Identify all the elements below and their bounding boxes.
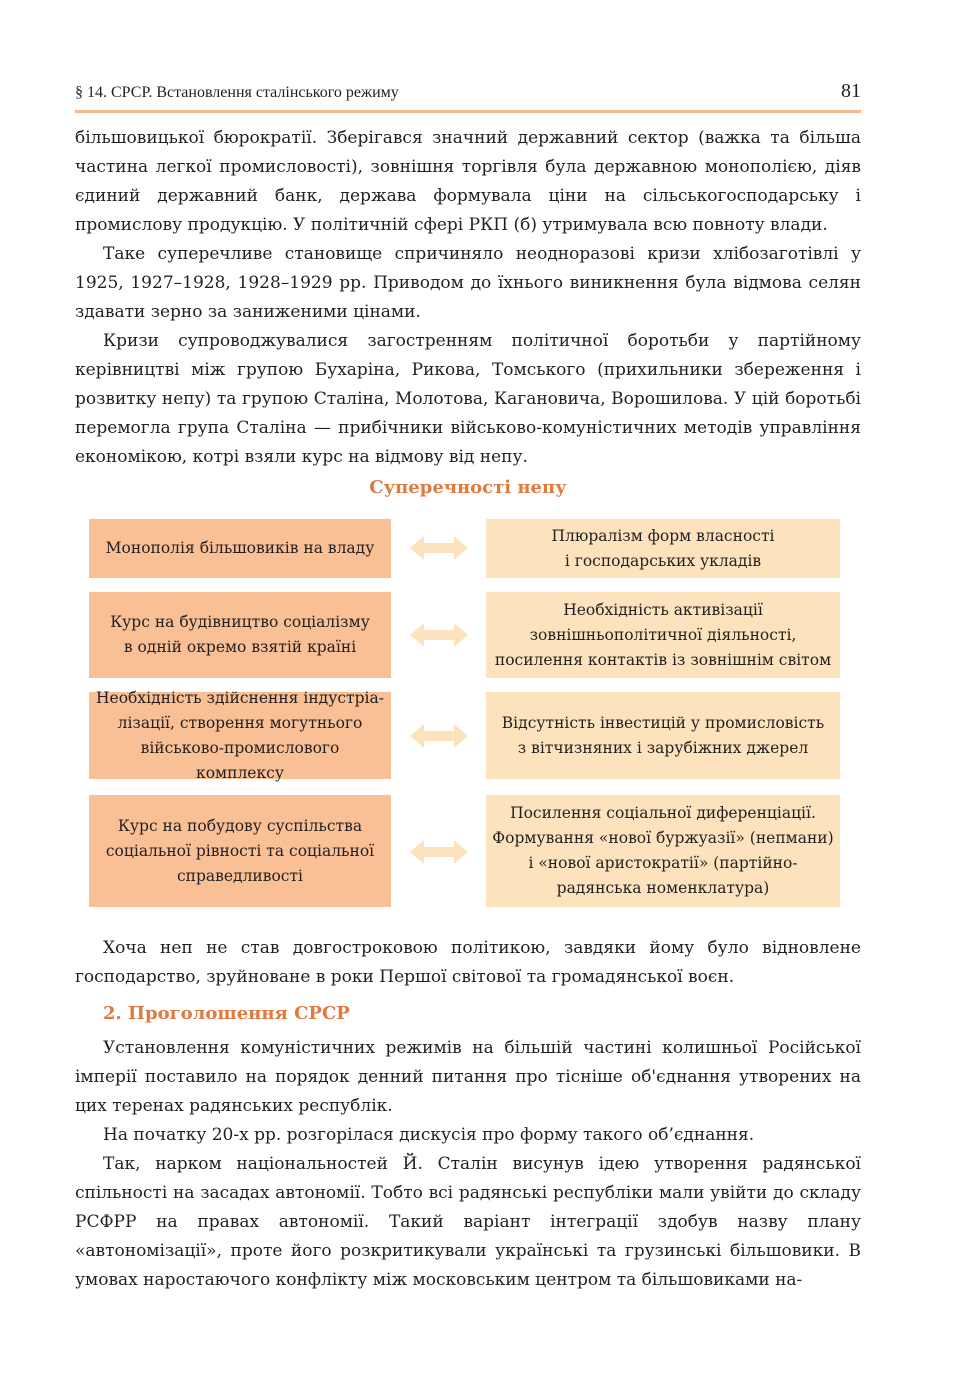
double-arrow-icon bbox=[410, 839, 468, 865]
double-arrow-icon bbox=[410, 535, 468, 561]
contradiction-left-box bbox=[89, 592, 391, 678]
header-divider bbox=[75, 110, 861, 113]
diagram-title: Суперечності непу bbox=[369, 477, 567, 498]
paragraph-section-1: Установлення комуністичних режимів на більшій частині колишньої Російської імперії поставило на порядок денний питання про тісніше об'єднання утворених на цих теренах радянських республік. bbox=[75, 1038, 861, 1116]
contradiction-left-box bbox=[89, 795, 391, 907]
contradiction-right-box bbox=[486, 519, 840, 578]
paragraph-intro-2: Таке суперечливе становище спричиняло неодноразові кризи хлібозаготівлі у 1925, 1927–1928, 1928–1929 рр. Приводом до їхнього виникнення була відмова селян здавати зерно за заниженими цінами. bbox=[75, 244, 861, 322]
contradiction-right-box bbox=[486, 795, 840, 907]
contradiction-right-box bbox=[486, 692, 840, 779]
double-arrow-icon bbox=[410, 723, 468, 749]
paragraph-section-2: На початку 20-х рр. розгорілася дискусія про форму такого об’єднання. bbox=[103, 1125, 755, 1145]
contradiction-right-box bbox=[486, 592, 840, 678]
running-title: § 14. СРСР. Встановлення сталінського режиму bbox=[75, 84, 399, 101]
contradiction-right-text: Необхідність активізації зовнішньополітичної діяльності, посилення контактів із зовнішнім світом bbox=[494, 600, 832, 669]
paragraph-intro-3: Кризи супроводжувалися загостренням політичної боротьби у партійному керівництві між групою Бухаріна, Рикова, Томського (прихильники збереження і розвитку непу) та групою Сталіна, Молотова, Кагановича, Ворошилова. У цій боротьбі перемогла група Сталіна — прибічники військово-комуністичних методів управління економікою, котрі взяли курс на відмову від непу. bbox=[75, 331, 861, 467]
contradiction-left-box bbox=[89, 688, 391, 782]
contradiction-right-text: Посилення соціальної диференціації. Формування «нової буржуазії» (непмани) і «нової аристократії» (партійно- радянська номенклатура) bbox=[492, 804, 834, 897]
paragraph-after-1: Хоча неп не став довгостроковою політикою, завдяки йому було відновлене господарство, зруйноване в роки Першої світової та громадянської воєн. bbox=[75, 938, 861, 987]
paragraph-intro-1: більшовицької бюрократії. Зберігався значний державний сектор (важка та більша частина легкої промисловості), зовнішня торгівля була державною монополією, діяв єдиний державний банк, держава формувала ціни на сільськогосподарську і промислову продукцію. У політичній сфері РКП (б) утримувала всю повноту влади. bbox=[75, 128, 861, 235]
page-number: 81 bbox=[841, 80, 861, 102]
contradiction-left-text: Курс на побудову суспільства соціальної рівності та соціальної справедливості bbox=[105, 816, 375, 885]
section-2-text bbox=[75, 1034, 861, 1295]
contradiction-left-text: Курс на будівництво соціалізму в одній окремо взятій країні bbox=[110, 613, 370, 656]
paragraph-section-3: Так, нарком національностей Й. Сталін висунув ідею утворення радянської спільності на засадах автономії. Тобто всі радянські республіки мали увійти до складу РСФРР на правах автономії. Такий варіант інтеграції здобув назву плану «автономізації», проте його розкритикували українські та грузинські більшовики. В умовах наростаючого конфлікту між московським центром та більшовиками на- bbox=[75, 1154, 861, 1290]
after-diagram-text bbox=[75, 934, 861, 992]
contradiction-left-text: Необхідність здійснення індустріа- лізації, створення могутнього військово-промислового комплексу bbox=[96, 688, 384, 782]
intro-text bbox=[75, 124, 861, 472]
double-arrow-icon bbox=[410, 622, 468, 648]
contradiction-right-text: Плюралізм форм власності і господарських укладів bbox=[551, 526, 775, 570]
contradiction-right-text: Відсутність інвестицій у промисловість з вітчизняних і зарубіжних джерел bbox=[501, 713, 825, 757]
page-header bbox=[75, 80, 861, 110]
contradiction-left-box bbox=[89, 519, 391, 578]
section-heading: 2. Проголошення СРСР bbox=[103, 1003, 350, 1024]
contradiction-left-text: Монополія більшовиків на владу bbox=[105, 539, 375, 557]
